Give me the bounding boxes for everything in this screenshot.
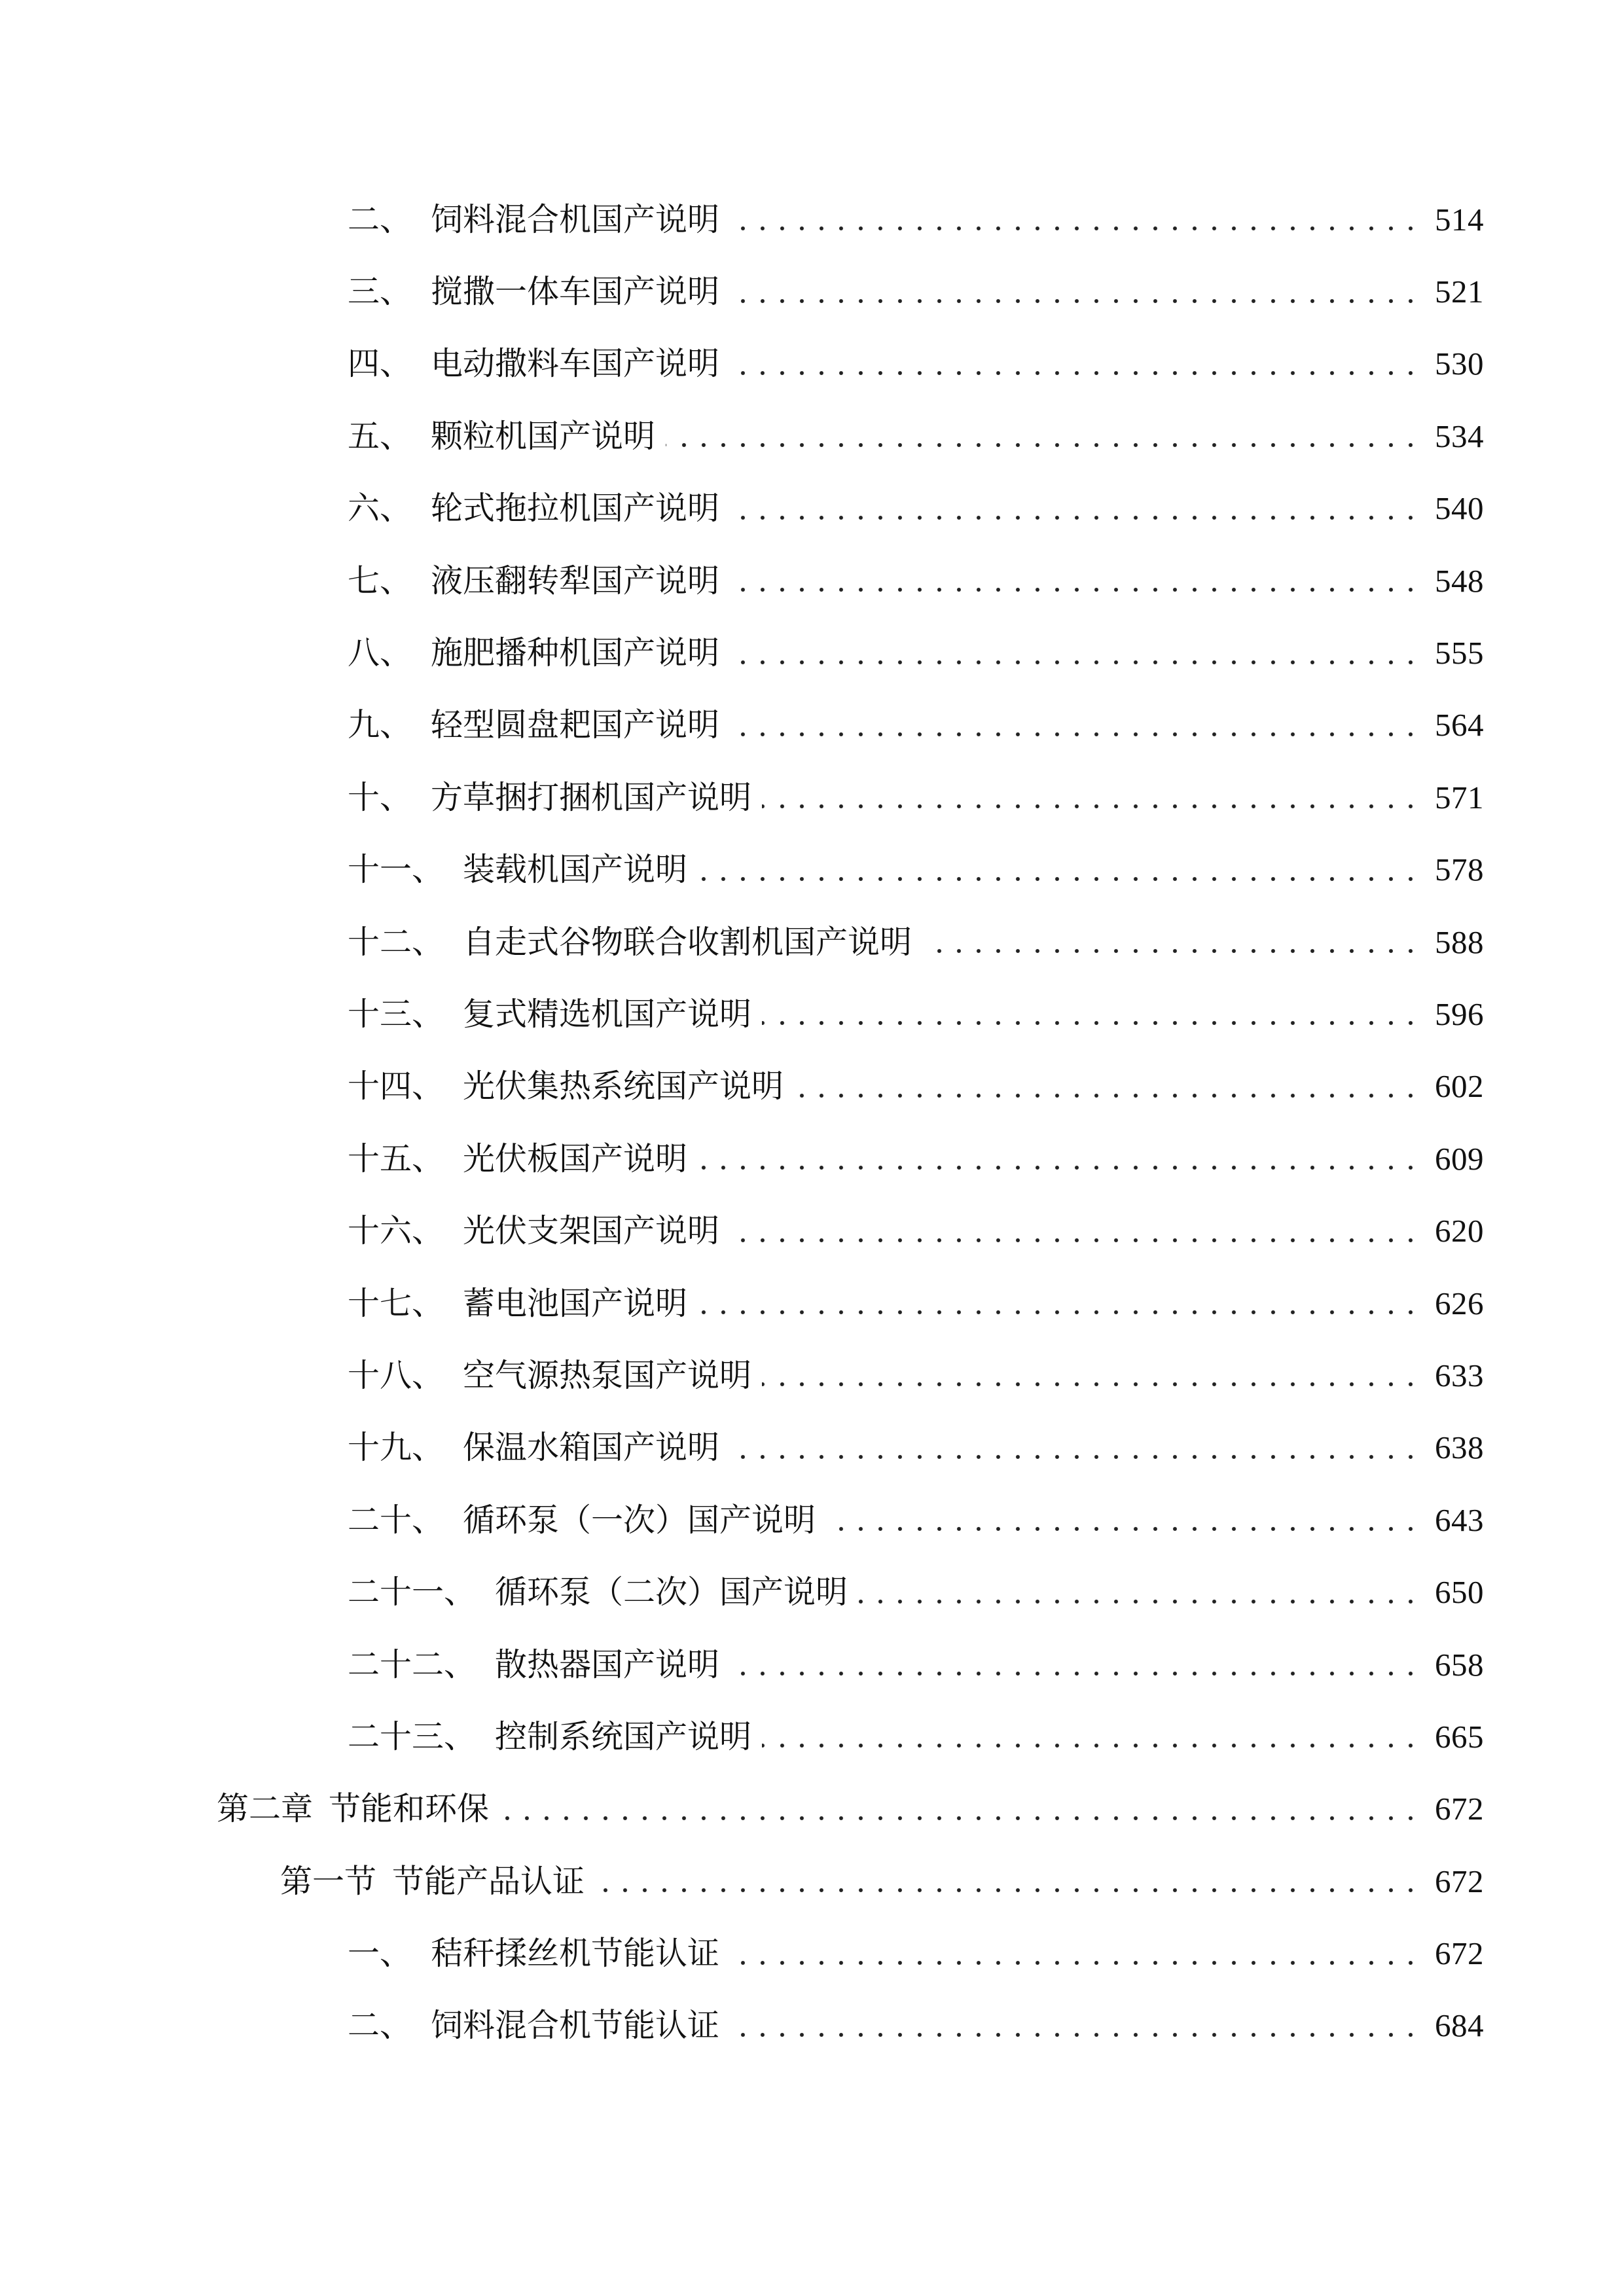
- toc-entry: [0, 183, 1624, 255]
- dot-leader: [499, 1816, 1420, 1821]
- toc-entry-title: 控制系统国产说明: [495, 1717, 752, 1755]
- toc-entry-number: 十七、: [348, 1284, 444, 1322]
- toc-entry-page: 665: [1435, 1718, 1484, 1755]
- toc-entry-number: 三、: [348, 273, 412, 311]
- toc-entry-title: 光伏板国产说明: [463, 1139, 688, 1177]
- toc-entry-page: 588: [1435, 924, 1484, 960]
- toc-entry-title: 循环泵（二次）国产说明: [495, 1573, 848, 1611]
- toc-entry-number: 四、: [348, 345, 412, 383]
- dot-leader: [730, 587, 1420, 592]
- toc-entry-title: 轮式拖拉机国产说明: [431, 490, 720, 528]
- dot-leader: [922, 948, 1420, 954]
- toc-entry-title: 空气源热泵国产说明: [463, 1356, 752, 1394]
- toc-entry-page: 514: [1435, 201, 1484, 238]
- toc-entry-title: 光伏集热系统国产说明: [463, 1067, 784, 1105]
- dot-leader: [730, 370, 1420, 376]
- toc-entry-page: 530: [1435, 346, 1484, 382]
- dot-leader: [762, 1020, 1420, 1026]
- toc-entry: [0, 978, 1624, 1050]
- dot-leader: [794, 1093, 1420, 1098]
- toc-entry: [0, 1050, 1624, 1122]
- dot-leader: [762, 804, 1420, 809]
- toc-entry-title: 颗粒机国产说明: [431, 417, 656, 455]
- toc-entry-number: 十、: [348, 778, 412, 816]
- toc-entry-title: 秸秆揉丝机节能认证: [431, 1935, 720, 1973]
- toc-entry-title: 轻型圆盘耙国产说明: [431, 706, 720, 744]
- toc-entry: [0, 1700, 1624, 1772]
- toc-chapter: [0, 1773, 1624, 1845]
- toc-entry-page: 684: [1435, 2007, 1484, 2044]
- toc-entry-page: 602: [1435, 1068, 1484, 1105]
- dot-leader: [730, 226, 1420, 231]
- toc-entry: [0, 1194, 1624, 1266]
- toc-entry-page: 534: [1435, 418, 1484, 454]
- toc-entry-number: 二、: [348, 2007, 412, 2045]
- toc-chapter-label: 第二章: [217, 1790, 314, 1828]
- toc-entry-title: 保温水箱国产说明: [463, 1429, 720, 1467]
- toc-entry: [0, 545, 1624, 617]
- toc-entry-page: 540: [1435, 490, 1484, 527]
- toc-entry: [0, 1990, 1624, 2062]
- toc-entry-number: 八、: [348, 634, 412, 672]
- dot-leader: [730, 1238, 1420, 1243]
- toc-entry-number: 十一、: [348, 851, 444, 889]
- toc-chapter-title: 节能和环保: [329, 1790, 490, 1828]
- dot-leader: [858, 1599, 1420, 1604]
- dot-leader: [698, 1165, 1420, 1170]
- toc-entry: [0, 400, 1624, 472]
- dot-leader: [730, 298, 1420, 304]
- toc-entry-page: 564: [1435, 707, 1484, 744]
- toc-entry: [0, 1917, 1624, 1989]
- toc-entry-title: 自走式谷物联合收割机国产说明: [463, 923, 912, 961]
- dot-leader: [762, 1743, 1420, 1748]
- toc-entry-page: 626: [1435, 1285, 1484, 1321]
- toc-section-title: 节能产品认证: [392, 1862, 585, 1900]
- toc-entry-page: 596: [1435, 996, 1484, 1032]
- toc-entry-title: 散热器国产说明: [495, 1645, 720, 1683]
- toc-entry-title: 施肥播种机国产说明: [431, 634, 720, 672]
- toc-entry-page: 658: [1435, 1646, 1484, 1683]
- toc-entry-page: 672: [1435, 1935, 1484, 1972]
- toc-entry-number: 十九、: [348, 1429, 444, 1467]
- dot-leader: [730, 2032, 1420, 2037]
- dot-leader: [826, 1526, 1420, 1532]
- toc-entry-number: 二十、: [348, 1501, 444, 1539]
- toc-entry-number: 十六、: [348, 1212, 444, 1250]
- toc-entry-number: 十四、: [348, 1067, 444, 1105]
- toc-entry-number: 七、: [348, 562, 412, 600]
- toc-entry-page: 633: [1435, 1357, 1484, 1393]
- toc-entry-title: 蓄电池国产说明: [463, 1284, 688, 1322]
- toc-entry-number: 二十三、: [348, 1717, 477, 1755]
- toc-entry-title: 方草捆打捆机国产说明: [431, 778, 752, 816]
- toc-entry: [0, 1628, 1624, 1700]
- toc-section-label: 第一节: [280, 1862, 377, 1900]
- toc-entry-page: 643: [1435, 1501, 1484, 1538]
- toc-entry-title: 饲料混合机节能认证: [431, 2007, 720, 2045]
- toc-entry: [0, 1412, 1624, 1484]
- dot-leader: [730, 1671, 1420, 1676]
- toc-entry-number: 十三、: [348, 995, 444, 1033]
- dot-leader: [730, 732, 1420, 737]
- toc-entry-page: 578: [1435, 852, 1484, 888]
- toc-entry-number: 一、: [348, 1935, 412, 1973]
- toc-chapter-page: 672: [1435, 1791, 1484, 1827]
- toc-entry-number: 二十二、: [348, 1645, 477, 1683]
- toc-entry: [0, 1484, 1624, 1556]
- toc-entry-title: 复式精选机国产说明: [463, 995, 752, 1033]
- toc-entry-title: 循环泵（一次）国产说明: [463, 1501, 816, 1539]
- toc-entry-number: 六、: [348, 490, 412, 528]
- toc-entry-title: 电动撒料车国产说明: [431, 345, 720, 383]
- toc-entry: [0, 1556, 1624, 1628]
- toc-entry-number: 十五、: [348, 1139, 444, 1177]
- toc-section-page: 672: [1435, 1863, 1484, 1899]
- toc-entry-page: 548: [1435, 562, 1484, 599]
- toc-entry: [0, 255, 1624, 327]
- toc-entry-page: 620: [1435, 1213, 1484, 1249]
- dot-leader: [730, 1454, 1420, 1460]
- toc-entry-number: 九、: [348, 706, 412, 744]
- toc-entry-page: 571: [1435, 779, 1484, 816]
- dot-leader: [698, 1310, 1420, 1315]
- toc-entry-page: 650: [1435, 1574, 1484, 1611]
- table-of-contents: [0, 183, 1624, 2062]
- toc-entry-title: 装载机国产说明: [463, 851, 688, 889]
- toc-entry-title: 饲料混合机国产说明: [431, 200, 720, 238]
- toc-entry: [0, 1267, 1624, 1339]
- dot-leader: [595, 1888, 1420, 1893]
- toc-entry: [0, 328, 1624, 400]
- toc-entry: [0, 689, 1624, 761]
- toc-entry-number: 十二、: [348, 923, 444, 961]
- toc-entry: [0, 1122, 1624, 1194]
- toc-entry-page: 638: [1435, 1429, 1484, 1466]
- toc-entry-title: 光伏支架国产说明: [463, 1212, 720, 1250]
- dot-leader: [666, 442, 1420, 448]
- dot-leader: [762, 1382, 1420, 1387]
- toc-entry-number: 五、: [348, 417, 412, 455]
- toc-entry-number: 十八、: [348, 1356, 444, 1394]
- toc-entry-page: 609: [1435, 1140, 1484, 1177]
- toc-entry-number: 二十一、: [348, 1573, 477, 1611]
- dot-leader: [730, 1960, 1420, 1965]
- toc-entry: [0, 834, 1624, 906]
- toc-entry: [0, 761, 1624, 833]
- toc-entry: [0, 1339, 1624, 1411]
- toc-entry-page: 521: [1435, 274, 1484, 310]
- toc-entry-number: 二、: [348, 200, 412, 238]
- toc-entry-page: 555: [1435, 635, 1484, 672]
- dot-leader: [730, 660, 1420, 665]
- toc-entry: [0, 617, 1624, 689]
- toc-entry-title: 液压翻转犁国产说明: [431, 562, 720, 600]
- toc-section: [0, 1845, 1624, 1917]
- toc-entry: [0, 473, 1624, 545]
- toc-entry-title: 搅撒一体车国产说明: [431, 273, 720, 311]
- dot-leader: [698, 876, 1420, 882]
- toc-entry: [0, 906, 1624, 978]
- dot-leader: [730, 515, 1420, 520]
